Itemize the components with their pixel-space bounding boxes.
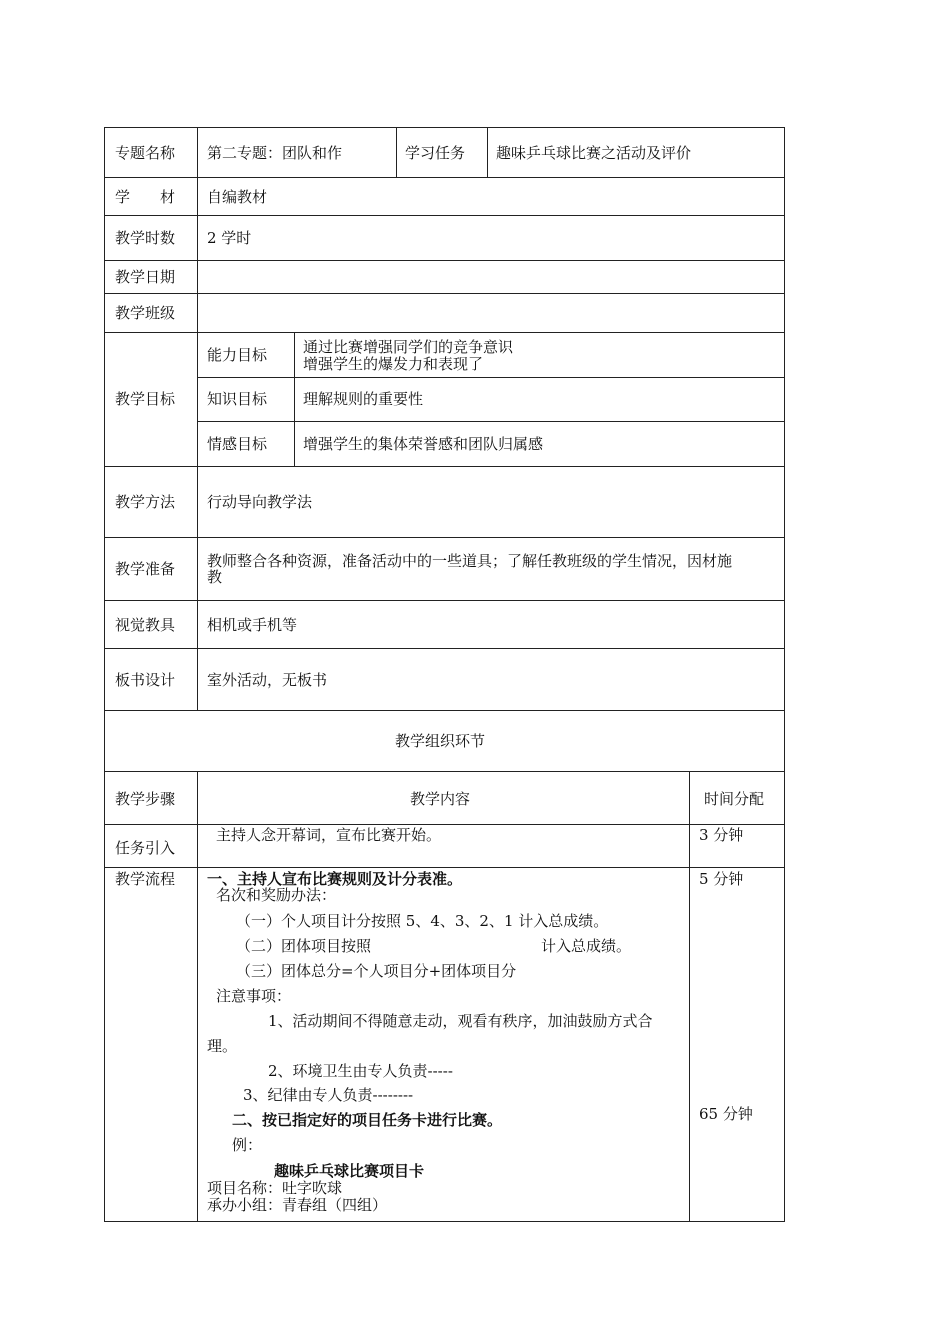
prep-label: 教学准备: [115, 560, 176, 578]
flow-line: 注意事项：: [216, 987, 292, 1005]
goal2-value: 理解规则的重要性: [303, 390, 424, 408]
class-label: 教学班级: [115, 304, 176, 322]
col-time-header: 时间分配: [704, 790, 765, 808]
goal2-label: 知识目标: [207, 390, 268, 408]
topic-value: 第二专题：团队和作: [207, 144, 343, 162]
goal1-line2: 增强学生的爆发力和表现了: [303, 355, 484, 373]
prep-line1: 教师整合各种资源，准备活动中的一些道具；了解任教班级的学生情况，因材施: [207, 552, 733, 570]
goal1-label: 能力目标: [207, 346, 268, 364]
material-label: 学 材: [115, 188, 176, 206]
hours-value: 2 学时: [207, 229, 252, 247]
visual-label: 视觉教具: [115, 616, 176, 634]
topic-label: 专题名称: [115, 144, 176, 162]
flow-line: 一、主持人宣布比赛规则及计分表准。: [207, 870, 463, 888]
flow-line: （一）个人项目计分按照 5、4、3、2、1 计入总成绩。: [236, 912, 609, 930]
intro-time: 3 分钟: [699, 826, 744, 844]
goals-label: 教学目标: [115, 390, 176, 408]
flow-line: 3、纪律由专人负责--------: [243, 1086, 414, 1104]
flow-line: （二）团体项目按照: [236, 937, 372, 955]
flow-line: 名次和奖励办法：: [216, 886, 337, 904]
flow-line: 1、活动期间不得随意走动，观看有秩序，加油鼓励方式合: [268, 1012, 653, 1030]
goal3-label: 情感目标: [207, 435, 268, 453]
goal3-value: 增强学生的集体荣誉感和团队归属感: [303, 435, 544, 453]
section-title: 教学组织环节: [395, 732, 486, 750]
flow-line: 理。: [207, 1037, 238, 1055]
visual-value: 相机或手机等: [207, 616, 298, 634]
flow-time1: 5 分钟: [699, 870, 744, 888]
prep-line2: 教: [207, 568, 223, 586]
flow-line: 项目名称：吐字吹球: [207, 1179, 343, 1197]
task-label: 学习任务: [405, 144, 466, 162]
goal1-line1: 通过比赛增强同学们的竞争意识: [303, 338, 514, 356]
col-content-header: 教学内容: [410, 790, 471, 808]
intro-content: 主持人念开幕词，宣布比赛开始。: [216, 826, 442, 844]
flow-label: 教学流程: [115, 870, 176, 888]
flow-line: （三）团体总分=个人项目分+团体项目分: [236, 962, 517, 980]
board-value: 室外活动，无板书: [207, 671, 328, 689]
flow-line: 承办小组：青春组（四组）: [207, 1196, 388, 1214]
material-value: 自编教材: [207, 188, 268, 206]
method-label: 教学方法: [115, 493, 176, 511]
task-value: 趣味乒乓球比赛之活动及评价: [496, 144, 692, 162]
flow-line: 2、环境卫生由专人负责-----: [268, 1062, 453, 1080]
method-value: 行动导向教学法: [207, 493, 313, 511]
flow-line: 趣味乒乓球比赛项目卡: [274, 1162, 425, 1180]
flow-line: 例：: [232, 1136, 263, 1154]
date-label: 教学日期: [115, 268, 176, 286]
flow-time2: 65 分钟: [699, 1105, 753, 1123]
flow-line: 计入总成绩。: [541, 937, 632, 955]
hours-label: 教学时数: [115, 229, 176, 247]
flow-line: 二、按已指定好的项目任务卡进行比赛。: [232, 1111, 503, 1129]
board-label: 板书设计: [115, 671, 176, 689]
intro-label: 任务引入: [115, 839, 176, 857]
col-step-header: 教学步骤: [115, 790, 176, 808]
